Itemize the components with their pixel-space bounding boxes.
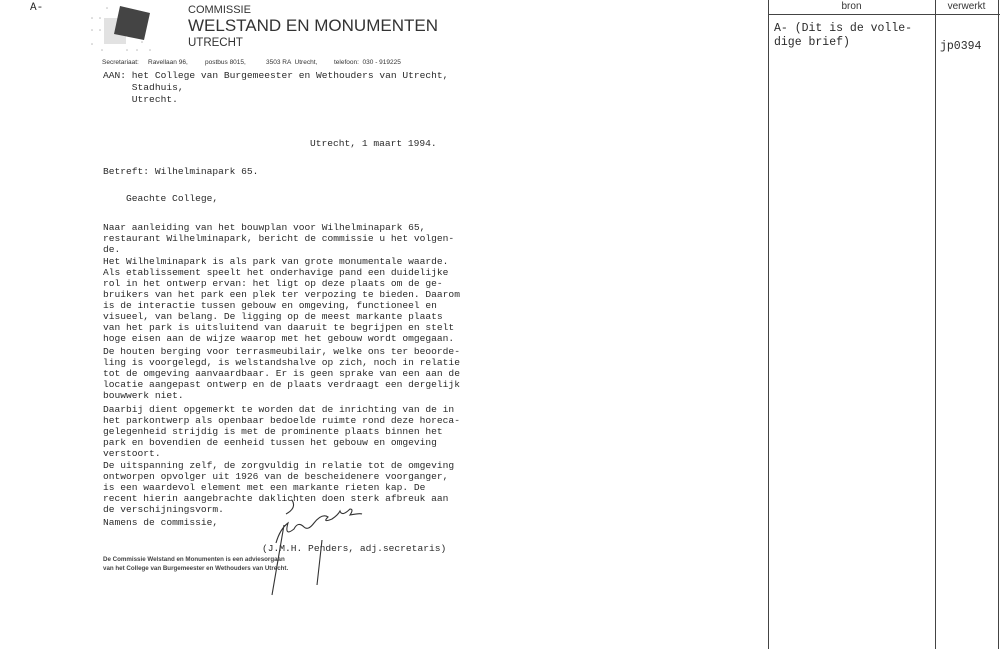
body-line: de. <box>103 244 121 255</box>
header-divider <box>768 14 1000 15</box>
body-line: Het Wilhelminapark is als park van grote monumentale waarde. <box>103 256 449 267</box>
margin-mark: A- <box>30 2 44 14</box>
body-line: tot de omgeving aanvaardbaar. Er is geen sprake van een aan de <box>103 368 460 379</box>
address-street: Ravellaan 96, <box>148 59 188 66</box>
body-line: is de interactie tussen gebouw en omgeving, functioneel en <box>103 300 437 311</box>
bron-text: A- (Dit is de volle- <box>774 22 913 35</box>
body-line: het parkontwerp als openbaar bedoelde ruimte rond deze horeca- <box>103 415 460 426</box>
address-postcode: 3503 RA Utrecht, <box>266 59 318 66</box>
column-header-bron: bron <box>841 1 862 12</box>
body-line: ling is voorgelegd, is welstandshalve op zich, noch in relatie <box>103 357 460 368</box>
body-line: de verschijningsvorm. <box>103 504 224 515</box>
body-line: hoge eisen aan de wijze waarop met het gebouw wordt omgegaan. <box>103 333 455 344</box>
letterhead-title: WELSTAND EN MONUMENTEN <box>188 16 438 35</box>
column-divider <box>998 0 999 649</box>
commission-logo <box>82 0 167 55</box>
body-line: visueel, van belang. De ligging op de meest markante plaats <box>103 311 443 322</box>
body-line: De uitspanning zelf, de zorgvuldig in relatie tot de omgeving <box>103 460 455 471</box>
address-phone: telefoon: 030 - 919225 <box>334 59 401 66</box>
column-divider <box>935 0 936 649</box>
closing: Namens de commissie, <box>103 517 219 528</box>
footer-line: van het College van Burgemeester en Wethouders van Utrecht. <box>103 565 289 572</box>
body-line: De houten berging voor terrasmeubilair, welke ons ter beoorde- <box>103 346 460 357</box>
body-line: is een waardevol element met een markante rieten kap. De <box>103 482 426 493</box>
recipient-line: AAN: het College van Burgemeester en Wethouders van Utrecht, <box>103 70 449 81</box>
subject-line: Betreft: Wilhelminapark 65. <box>103 166 259 177</box>
address-pobox: postbus 8015, <box>205 59 246 66</box>
verwerkt-text: jp0394 <box>940 40 982 53</box>
bron-text: dige brief) <box>774 36 850 49</box>
column-header-verwerkt: verwerkt <box>947 1 986 12</box>
letterhead-line1: COMMISSIE <box>188 4 251 16</box>
body-line: bouwwerk niet. <box>103 390 184 401</box>
body-line: restaurant Wilhelminapark, bericht de commissie u het volgen- <box>103 233 455 244</box>
signatory: (J.M.H. Penders, adj.secretaris) <box>262 543 447 554</box>
body-line: Naar aanleiding van het bouwplan voor Wilhelminapark 65, <box>103 222 426 233</box>
letterhead-line3: UTRECHT <box>188 37 243 49</box>
recipient-line: Stadhuis, <box>103 82 184 93</box>
letter-date: Utrecht, 1 maart 1994. <box>310 138 437 149</box>
column-divider <box>768 0 769 649</box>
footer-line: De Commissie Welstand en Monumenten is een adviesorgaan <box>103 556 285 563</box>
body-line: recent hierin aangebrachte daklichten doen sterk afbreuk aan <box>103 493 449 504</box>
address-secretariat: Secretariaat: <box>102 59 139 66</box>
body-line: park en bovendien de eenheid tussen het gebouw en omgeving <box>103 437 437 448</box>
body-line: bruikers van het park een plek ter verpozing te bieden. Daarom <box>103 289 460 300</box>
body-line: ontworpen opvolger uit 1926 van de bescheidenere voorganger, <box>103 471 449 482</box>
body-line: gelegenheid strijdig is met de prominente plaats binnen het <box>103 426 443 437</box>
body-line: van het park is uitsluitend van daaruit te begrijpen en stelt <box>103 322 455 333</box>
body-line: rol in het ontwerp ervan: het ligt op deze plaats om de ge- <box>103 278 443 289</box>
body-line: locatie aangepast ontwerp en de plaats verdraagt een dergelijk <box>103 379 460 390</box>
body-line: Daarbij dient opgemerkt te worden dat de inrichting van de in <box>103 404 455 415</box>
recipient-line: Utrecht. <box>103 94 178 105</box>
body-line: verstoort. <box>103 448 161 459</box>
salutation: Geachte College, <box>126 193 219 204</box>
body-line: Als etablissement speelt het onderhavige pand een duidelijke <box>103 267 449 278</box>
